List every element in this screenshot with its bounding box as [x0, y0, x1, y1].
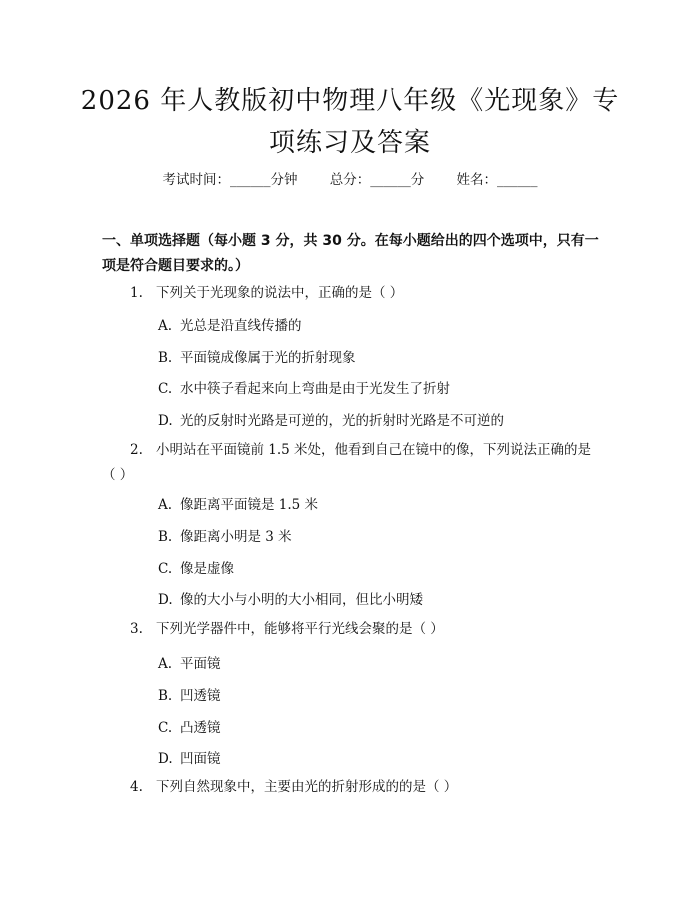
- option: [158, 588, 598, 608]
- question: [102, 617, 602, 642]
- question: [102, 438, 602, 488]
- question-text: 小明站在平面镜前 1.5 米处，他看到自己在镜中的像，下列说法正确的是（ ）: [102, 442, 592, 483]
- option-text: 水中筷子看起来向上弯曲是由于光发生了折射: [180, 381, 450, 397]
- option-text: 像的大小与小明的大小相同，但比小明矮: [180, 592, 423, 608]
- option: [158, 525, 598, 545]
- option: [158, 314, 598, 334]
- option: [158, 557, 598, 577]
- question-number: 4.: [130, 779, 143, 795]
- option-letter: A.: [158, 318, 173, 334]
- option-letter: C.: [158, 720, 173, 736]
- question-text: 下列自然现象中，主要由光的折射形成的的是（ ）: [156, 779, 458, 795]
- option: [158, 377, 598, 397]
- option-letter: B.: [158, 350, 173, 366]
- question: [102, 775, 602, 800]
- total-score: 总分：______分: [329, 172, 425, 188]
- option-letter: D.: [158, 413, 173, 429]
- section-heading: 一、单项选择题（每小题 3 分，共 30 分。在每小题给出的四个选项中，只有一项是符合题目要求的。）: [102, 233, 599, 274]
- option-letter: C.: [158, 561, 173, 577]
- option: [158, 346, 598, 366]
- option-letter: D.: [158, 751, 173, 767]
- option-letter: D.: [158, 592, 173, 608]
- title-line-1: 2026 年人教版初中物理八年级《光现象》专: [80, 86, 620, 116]
- option-letter: B.: [158, 529, 173, 545]
- option: [158, 652, 598, 672]
- option: [158, 747, 598, 767]
- option-text: 平面镜成像属于光的折射现象: [180, 350, 356, 366]
- option: [158, 684, 598, 704]
- option-letter: A.: [158, 497, 173, 513]
- question-number: 1.: [130, 285, 143, 301]
- document-title: [60, 80, 640, 164]
- option-text: 光的反射时光路是可逆的，光的折射时光路是不可逆的: [180, 413, 504, 429]
- question-text: 下列光学器件中，能够将平行光线会聚的是（ ）: [156, 621, 444, 637]
- option-text: 像距离平面镜是 1.5 米: [180, 497, 319, 513]
- question-number: 2.: [130, 442, 143, 458]
- exam-info: [0, 168, 700, 188]
- option-text: 平面镜: [180, 656, 221, 672]
- question: [102, 281, 602, 306]
- question-text: 下列关于光现象的说法中，正确的是（ ）: [156, 285, 404, 301]
- option-text: 凹面镜: [180, 751, 221, 767]
- exam-time: 考试时间：______分钟: [162, 172, 298, 188]
- title-line-2: 项练习及答案: [268, 128, 431, 158]
- student-name: 姓名：______: [456, 172, 538, 188]
- question-number: 3.: [130, 621, 143, 637]
- option: [158, 409, 598, 429]
- option-text: 像是虚像: [180, 561, 234, 577]
- option-letter: C.: [158, 381, 173, 397]
- option-letter: B.: [158, 688, 173, 704]
- option-text: 凸透镜: [180, 720, 221, 736]
- option-text: 像距离小明是 3 米: [180, 529, 292, 545]
- option: [158, 716, 598, 736]
- option-letter: A.: [158, 656, 173, 672]
- option-text: 光总是沿直线传播的: [180, 318, 302, 334]
- option-text: 凹透镜: [180, 688, 221, 704]
- option: [158, 493, 598, 513]
